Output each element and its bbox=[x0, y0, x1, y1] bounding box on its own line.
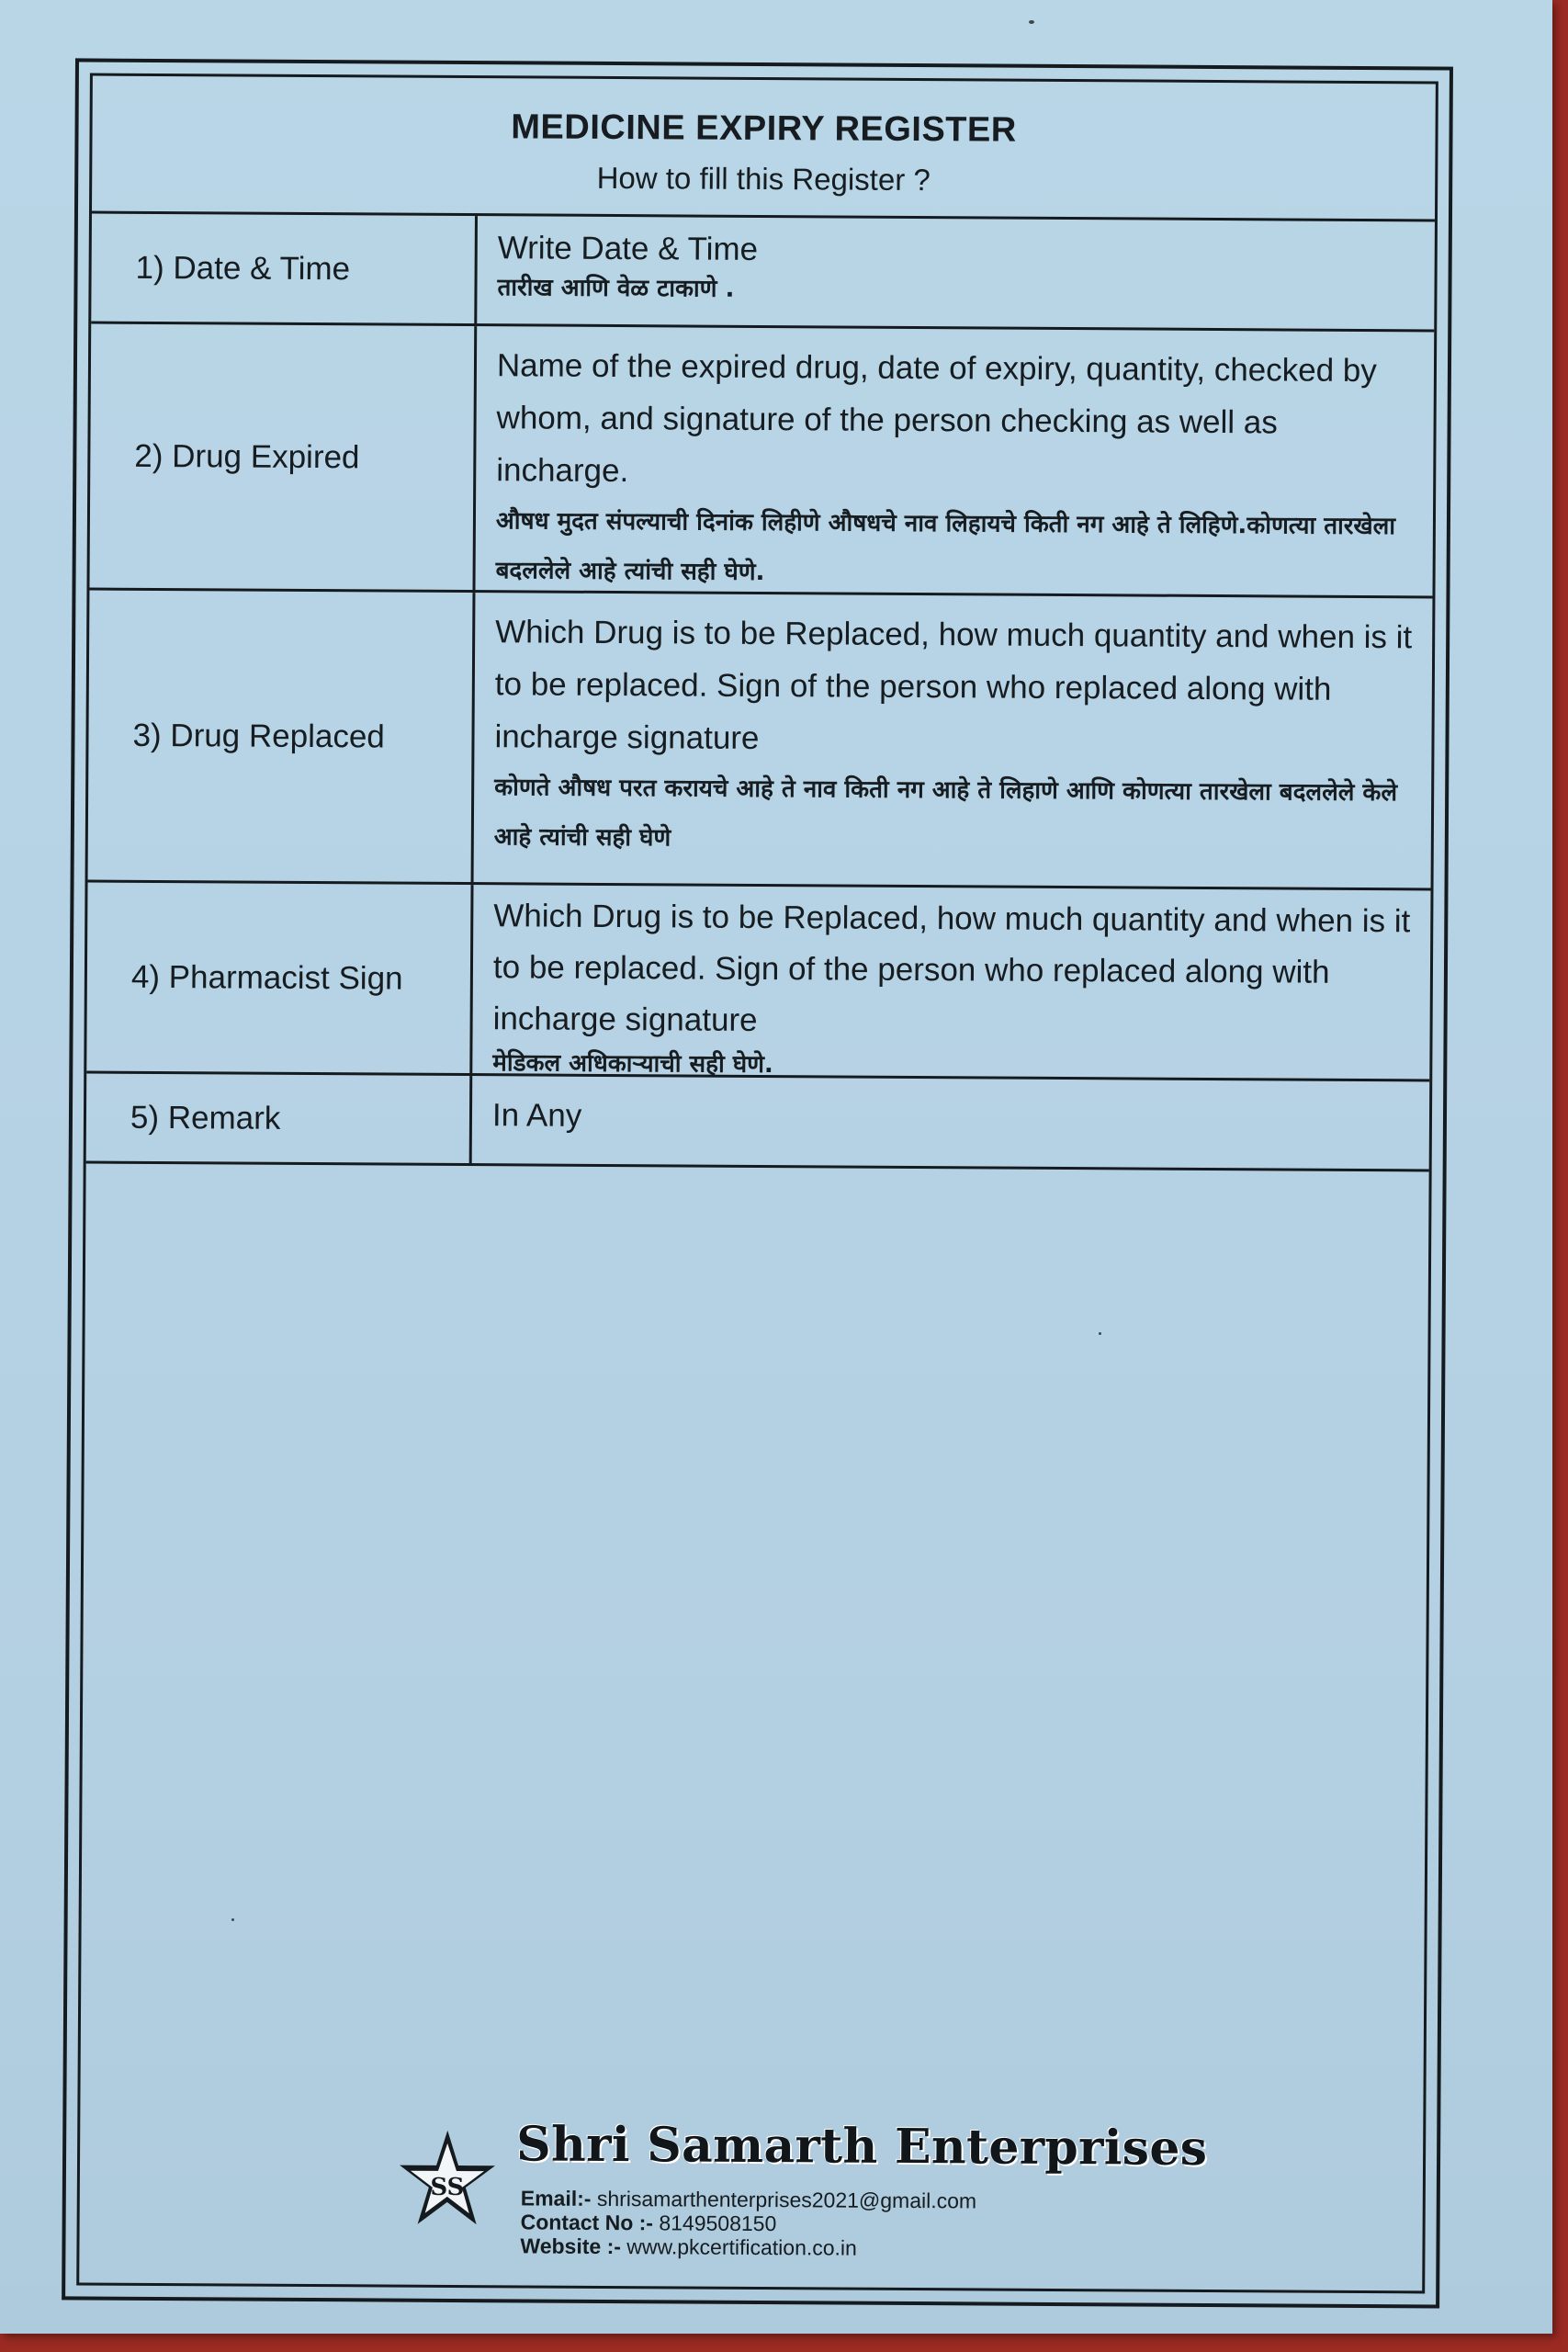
email-line bbox=[521, 2186, 976, 2212]
row-drug-replaced bbox=[88, 591, 1433, 891]
email-value: shrisamarthenterprises2021@gmail.com bbox=[596, 2186, 977, 2213]
marathi-instruction: मेडिकल अधिकाऱ्याची सही घेणे. bbox=[492, 1049, 773, 1080]
contact-details bbox=[520, 2186, 976, 2260]
row-description bbox=[477, 216, 1435, 329]
row-label: 2) Drug Expired bbox=[89, 324, 477, 591]
paper-speck bbox=[1029, 20, 1034, 24]
contact-line bbox=[521, 2210, 976, 2236]
register-header bbox=[92, 76, 1436, 222]
logo-monogram: SS bbox=[430, 2173, 465, 2202]
row-drug-expired bbox=[89, 324, 1434, 599]
english-instruction: Which Drug is to be Replaced, how much quantity and when is it to be replaced. Sign of the person who replaced along with incharge signature bbox=[494, 614, 1413, 756]
row-description bbox=[472, 885, 1430, 1079]
english-instruction: In Any bbox=[491, 1097, 582, 1134]
email-label: Email:- bbox=[520, 2186, 592, 2211]
website-line bbox=[520, 2233, 976, 2260]
row-label: 4) Pharmacist Sign bbox=[86, 883, 473, 1074]
contact-label: Contact No :- bbox=[520, 2210, 654, 2235]
paper-speck bbox=[231, 1918, 234, 1921]
star-logo-icon bbox=[392, 2127, 503, 2238]
row-label: 1) Date & Time bbox=[91, 214, 478, 324]
outer-border bbox=[62, 58, 1453, 2308]
row-date-time bbox=[91, 214, 1435, 333]
row-pharmacist-sign bbox=[86, 883, 1430, 1082]
row-remark bbox=[86, 1074, 1430, 1172]
english-instruction: Write Date & Time bbox=[497, 230, 759, 267]
website-value: www.pkcertification.co.in bbox=[626, 2234, 857, 2260]
register-subtitle: How to fill this Register ? bbox=[596, 160, 931, 198]
marathi-instruction: कोणते औषध परत करायचे आहे ते नाव किती नग आहे ते लिहाणे आणि कोणत्या तारखेला बदललेले केले आहे त्यांची सही घेणे bbox=[493, 774, 1398, 853]
row-description bbox=[474, 593, 1433, 888]
contact-value: 8149508150 bbox=[659, 2211, 777, 2236]
paper-speck bbox=[1099, 1332, 1101, 1335]
row-description bbox=[472, 1076, 1430, 1169]
instruction-table bbox=[76, 74, 1438, 2294]
row-label: 5) Remark bbox=[86, 1074, 473, 1164]
marathi-instruction: औषध मुदत संपल्याची दिनांक लिहीणे औषधचे नाव लिहायचे किती नग आहे ते लिहिणे.कोणत्या तारखेला बदललेले आहे त्यांची सही घेणे. bbox=[495, 507, 1396, 587]
publisher-footer bbox=[391, 2116, 1219, 2277]
website-label: Website :- bbox=[520, 2233, 622, 2259]
english-instruction: Which Drug is to be Replaced, how much quantity and when is it to be replaced. Sign of the person who replaced along with incharge signature bbox=[492, 898, 1411, 1038]
company-name: Shri Samarth Enterprises bbox=[515, 2116, 1208, 2177]
english-instruction: Name of the expired drug, date of expiry, quantity, checked by whom, and signature of the person checking as well as incharge. bbox=[496, 347, 1377, 490]
register-title: MEDICINE EXPIRY REGISTER bbox=[511, 107, 1017, 150]
row-description bbox=[475, 326, 1434, 595]
marathi-instruction: तारीख आणि वेळ टाकाणे . bbox=[497, 274, 735, 303]
row-label: 3) Drug Replaced bbox=[88, 591, 476, 883]
